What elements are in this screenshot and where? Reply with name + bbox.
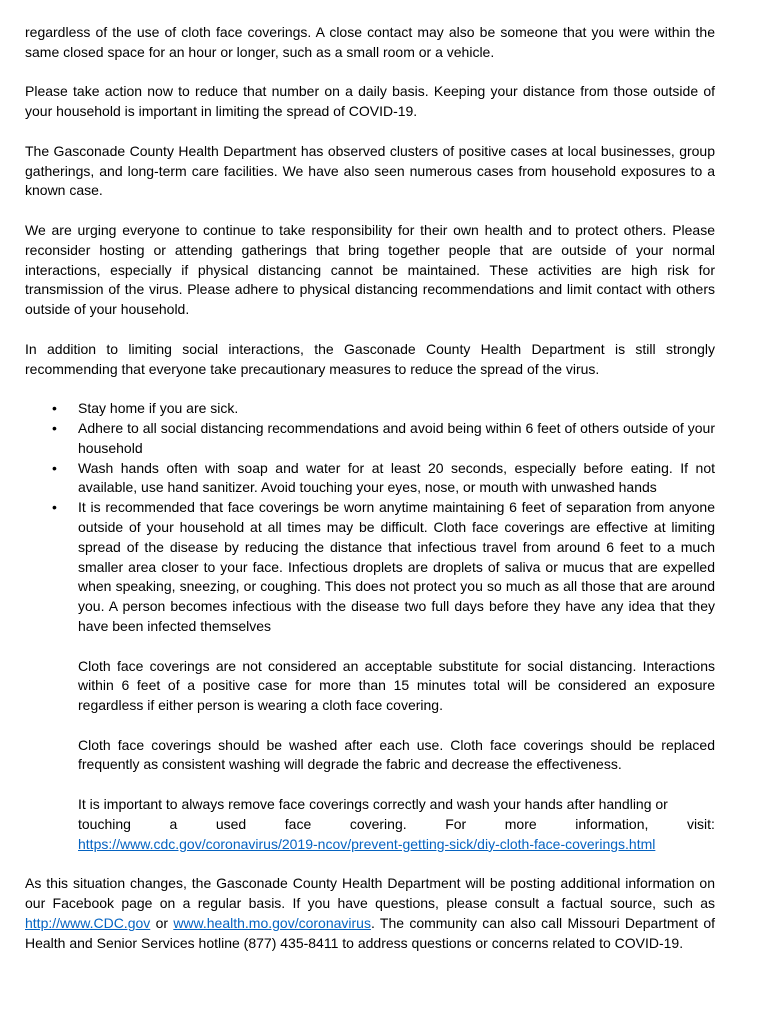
paragraph-take-action: Please take action now to reduce that number on a daily basis. Keeping your distance from those outside of your household is important in limiting the spread of COVID-19. (25, 83, 715, 120)
removal-line: It is important to always remove face coverings correctly and wash your hands after handling or (78, 796, 668, 813)
bullet-icon: • (52, 400, 57, 417)
word: visit: (686, 815, 715, 832)
cdc-link-line (78, 835, 715, 855)
list-item (25, 498, 715, 637)
paragraph-clusters: The Gasconade County Health Department has observed clusters of positive cases at local businesses, group gatherings, and long-term care facilities. We have also seen numerous cases from household exposures to a known case. (25, 142, 715, 199)
word: covering. (349, 815, 407, 832)
paragraph-washing: Cloth face coverings should be washed after each use. Cloth face coverings should be replaced frequently as consistent washing will degrade the fabric and decrease the effectiveness. (78, 736, 715, 773)
word: touching (78, 815, 131, 832)
word: a (169, 815, 178, 832)
word: used (215, 815, 247, 832)
word: face (284, 815, 312, 832)
document-page (25, 23, 715, 973)
paragraph-close-contact: regardless of the use of cloth face coverings. A close contact may also be someone that you were within the same closed space for an hour or longer, such as a small room or a vehicle. (25, 24, 715, 60)
list-item-text: Wash hands often with soap and water for at least 20 seconds, especially before eating. If not available, use hand sanitizer. Avoid touching your eyes, nose, or mouth with unwashed hands (78, 459, 715, 496)
cdc-link[interactable]: http://www.CDC.gov (25, 914, 151, 931)
paragraph-not-substitute: Cloth face coverings are not considered an acceptable substitute for social distancing. Interactions within 6 feet of a positive case for more than 15 minutes total will be considered an exposure regardless if either person is wearing a cloth face covering. (78, 657, 715, 714)
bullet-icon: • (52, 419, 57, 436)
bullet-icon: • (52, 459, 57, 476)
precaution-list (25, 399, 715, 637)
bullet-icon: • (52, 499, 57, 516)
list-item (25, 399, 715, 419)
removal-visit-line (78, 815, 715, 835)
cdc-face-coverings-link[interactable]: https://www.cdc.gov/coronavirus/2019-ncov/prevent-getting-sick/diy-cloth-face-coverings.html (78, 835, 656, 852)
paragraph-precautions: In addition to limiting social interactions, the Gasconade County Health Department is still strongly recommending that everyone take precautionary measures to reduce the spread of the virus. (25, 340, 715, 377)
word: information, (575, 815, 649, 832)
word: more (504, 815, 537, 832)
health-mo-link[interactable]: www.health.mo.gov/coronavirus (173, 914, 371, 931)
list-item (25, 459, 715, 499)
closing-text: . The community can also call Missouri Department of Health and Senior Services hotline (877) 435-8411 to address questions or concerns related to COVID-19. (25, 914, 715, 951)
paragraph-removal (25, 795, 715, 854)
closing-text: or (150, 914, 174, 931)
paragraph-closing (25, 874, 715, 953)
word: For (445, 815, 467, 832)
list-item-text: Adhere to all social distancing recommendations and avoid being within 6 feet of others outside of your household (78, 419, 715, 456)
list-item-text: Stay home if you are sick. (78, 400, 239, 417)
list-item (25, 419, 715, 459)
paragraph-urging: We are urging everyone to continue to take responsibility for their own health and to protect others. Please reconsider hosting or attending gatherings that bring together people that are outside of your normal interactions, especially if physical distancing cannot be maintained. These activities are high risk for transmission of the virus. Please adhere to physical distancing recommendations and limit contact with others outside of your household. (25, 221, 715, 318)
list-item-text: It is recommended that face coverings be worn anytime maintaining 6 feet of separation from anyone outside of your household at all times may be difficult. Cloth face coverings are effective at limiting spread of the disease by reducing the distance that infectious travel from around 6 feet to a much smaller area closer to your face. Infectious droplets are droplets of saliva or mucus that are expelled when speaking, sneezing, or coughing. This does not protect you so much as all those that are around you. A person becomes infectious with the disease two full days before they have any idea that they have been infected themselves (78, 499, 715, 634)
closing-text: As this situation changes, the Gasconade County Health Department will be posting additional information on our Facebook page on a regular basis. If you have questions, please consult a factual source, such as (25, 875, 715, 912)
